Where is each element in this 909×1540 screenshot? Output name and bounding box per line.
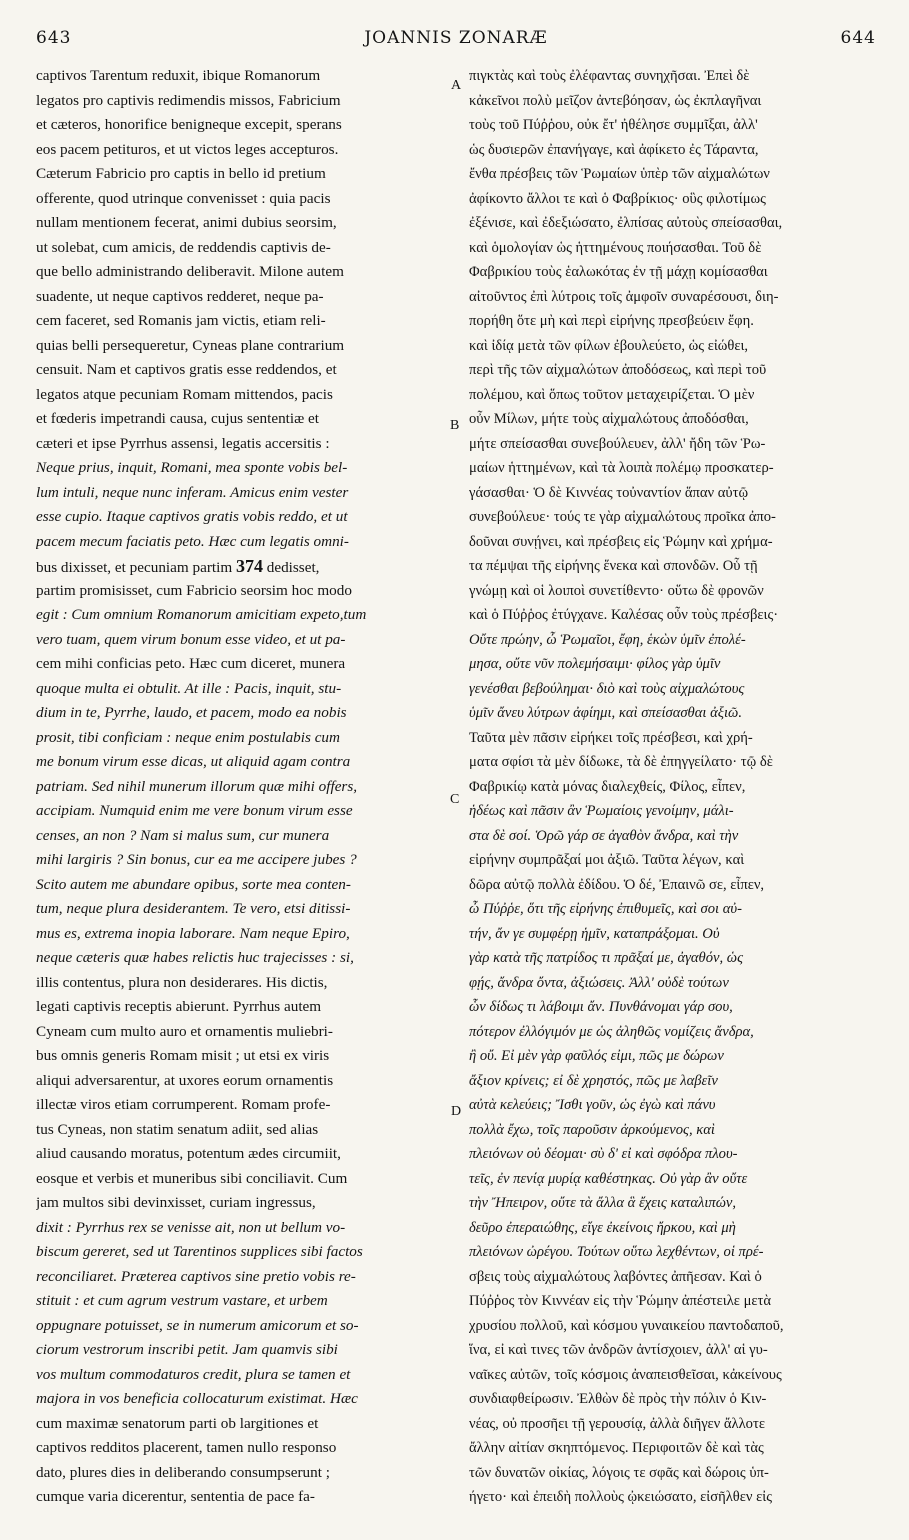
latin-line: et cæteros, honorifice benigneque excepit, sperans [36, 116, 342, 133]
latin-line: offerente, quod utrinque convenisset : quia pacis [36, 189, 331, 207]
greek-line: ἄλλην αἰτίαν σκηπτόμενος. Περιφοιτῶν δὲ καὶ τὰς [469, 1440, 764, 1456]
latin-line: lum intuli, neque nunc inferam. Amicus enim vester [36, 483, 349, 501]
greek-line: Πύῤῥος τὸν Κιννέαν εἰς τὴν Ῥώμην ἀπέστειλε μετὰ [469, 1293, 772, 1309]
greek-line: ἡδέως καὶ πᾶσιν ἂν Ῥωμαίοις γενοίμην, μάλι- [469, 803, 734, 819]
latin-line: legati captivis receptis abierunt. Pyrrhus autem [36, 998, 322, 1015]
latin-line: cum maximæ senatorum parti ob largitiones et [36, 1414, 319, 1432]
greek-line: τεῖς, ἐν πενίᾳ μυρίᾳ καθέστηκας. Οὐ γὰρ ἂν οὔτε [469, 1170, 748, 1187]
latin-line: et fœderis impetrandi causa, cujus sententiæ et [36, 410, 319, 427]
greek-line: ὡς δυσιερῶν ἐπανήγαγε, καὶ ἀφίκετο ἐς Τάραντα, [469, 141, 759, 158]
greek-line: τοὺς τοῦ Πύῤῥου, οὐκ ἔτ' ἠθέλησε συμμῖξαι, ἀλλ' [469, 117, 758, 133]
greek-line: Φαβρικίου τοὺς ἑαλωκότας ἐν τῇ μάχῃ κομίσασθαι [469, 264, 768, 280]
greek-line: εἰρήνην συμπρᾶξαί μοι ἀξιῶ. Ταῦτα λέγων, καὶ [469, 852, 745, 868]
latin-line: dixit : Pyrrhus rex se venisse ait, non ut bellum vo- [36, 1218, 346, 1236]
latin-line: patriam. Sed nihil munerum illorum quæ mihi offers, [36, 777, 358, 795]
greek-line: συνεβούλευε· τούς τε γὰρ αἰχμαλώτους προῖκα ἀπο- [469, 509, 776, 525]
greek-line: γνώμῃ καὶ οἱ λοιποὶ συνετίθεντο· οὕτω δὲ φρονῶν [469, 582, 764, 599]
latin-line: bus dixisset, et pecuniam partim 374 dedisset, [36, 556, 320, 576]
latin-line: Cæterum Fabricio pro captis in bello id pretium [36, 165, 326, 182]
latin-line: captivos redditos placerent, tamen nullo responso [36, 1439, 337, 1456]
greek-line: πλειόνων ὠρέγου. Τούτων οὕτω λεχθέντων, οἱ πρέ- [469, 1244, 764, 1260]
greek-line: οὖν Μίλων, μήτε τοὺς αἰχμαλώτους ἀποδόσθαι, [469, 411, 749, 427]
latin-line: quias belli persequeretur, Cyneas plane contrarium [36, 336, 345, 354]
latin-line: neque cæteris quæ habes relictis huc trajecisses : si, [36, 949, 354, 966]
latin-line: mus es, extrema inopia laborare. Nam neque Epiro, [36, 924, 350, 942]
latin-line: tum, neque plura desiderantem. Te vero, etsi ditissi- [36, 900, 351, 917]
greek-line: ἵνα, εἰ καὶ τινες τῶν ἀνδρῶν ἀντίσχοιεν, ἀλλ' αἱ γυ- [469, 1342, 768, 1358]
greek-line: πολέμου, καὶ ὅπως τοῦτον μεταχειρίζεται. Ὁ μὲν [469, 386, 755, 403]
greek-line: ἀφίκοντο ἄλλοι τε καὶ ὁ Φαβρίκιος· οὓς φιλοτίμως [469, 190, 766, 207]
latin-line: legatos atque pecuniam Romam mittendos, pacis [36, 385, 333, 403]
latin-line: ut solebat, cum amicis, de reddendis captivis de- [36, 238, 331, 256]
latin-line: Neque prius, inquit, Romani, mea sponte vobis bel- [36, 459, 348, 476]
latin-line: pacem mecum faciatis peto. Hæc cum legatis omni- [36, 532, 349, 550]
greek-line: νέας, οὐ προσῆει τῇ γερουσίᾳ, ἀλλὰ διῆγεν ἄλλοτε [469, 1415, 765, 1432]
greek-line: δεῦρο ἐπεραιώθης, εἴγε ἐκείνοις ἤρκου, καὶ μὴ [469, 1219, 736, 1236]
greek-line: αὐτὰ κελεύεις; Ἴσθι γοῦν, ὡς ἐγὼ καὶ πάνυ [469, 1097, 716, 1113]
latin-line: legatos pro captivis redimendis missos, Fabricium [36, 91, 341, 109]
latin-line: Cyneam cum multo auro et ornamentis muliebri- [36, 1022, 333, 1040]
greek-line: τῶν δυνατῶν οἰκίας, λόγοις τε σφᾶς καὶ δώροις ὑπ- [469, 1464, 769, 1481]
latin-line: cem mihi conficias peto. Hæc cum diceret, munera [36, 655, 346, 672]
greek-line: πότερον ἐλλόγιμόν με ὡς ἀληθῶς νομίζεις ἄνδρα, [469, 1023, 754, 1040]
latin-line: aliqui adversarentur, at uxores eorum ornamentis [36, 1071, 334, 1089]
greek-line: δῶρα αὐτῷ πολλὰ ἐδίδου. Ὁ δέ, Ἐπαινῶ σε, εἶπεν, [469, 876, 765, 893]
greek-line: τήν, ἄν γε συμφέρῃ ἡμῖν, καταπράξομαι. Οὐ [469, 925, 720, 942]
greek-line: δοῦναι συνῄνει, καὶ πρέσβεις εἰς Ῥώμην καὶ χρήμα- [469, 533, 773, 550]
latin-line: stituit : et cum agrum vestrum vastare, et urbem [36, 1292, 328, 1309]
greek-line: χρυσίου πολλοῦ, καὶ κόσμου γυναικείου παντοδαποῦ, [469, 1317, 784, 1334]
greek-line: μήτε σπείσασθαι συνεβούλευεν, ἀλλ' ἤδη τῶν Ῥω- [469, 435, 766, 452]
latin-line: quoque multa ei obtulit. At ille : Pacis, inquit, stu- [36, 679, 342, 697]
greek-line: ήγετο· καὶ ἐπειδὴ πολλοὺς ᾠκειώσατο, εἰσῆλθεν εἰς [469, 1489, 772, 1505]
latin-line: esse cupio. Itaque captivos gratis vobis reddo, et ut [36, 508, 348, 525]
latin-line: nullam mentionem fecerat, animi dubius seorsim, [36, 214, 337, 231]
latin-line: vero tuam, quem virum bonum esse video, et ut pa- [36, 630, 346, 648]
latin-line: ciorum vestrorum inscribi petit. Jam quamvis sibi [36, 1341, 338, 1358]
greek-line: γενέσθαι βεβούλημαι· διὸ καὶ τοὺς αἰχμαλώτους [469, 680, 745, 697]
latin-line: biscum gereret, sed ut Tarentinos supplices sibi factos [36, 1243, 363, 1260]
running-header [36, 28, 876, 52]
greek-line: ἢ οὔ. Εἰ μὲν γὰρ φαῦλός εἰμι, πῶς με δώρων [469, 1048, 724, 1064]
latin-line: eosque et verbis et muneribus sibi conciliavit. Cum [36, 1169, 348, 1187]
latin-line: majora in vos beneficia collocaturum existimat. Hæc [36, 1390, 358, 1407]
greek-line: καὶ ἰδίᾳ μετὰ τῶν φίλων ἐβουλεύετο, ὡς εἰώθει, [469, 337, 749, 354]
greek-line: περὶ τῆς τῶν αἰχμαλώτων ἀποδόσεως, καὶ περὶ τοῦ [469, 362, 767, 378]
latin-line: me bonum virum esse dicas, ut aliquid agam contra [36, 753, 351, 770]
latin-line: illectæ viros etiam corrumperent. Romam profe- [36, 1096, 331, 1113]
latin-line: dium in te, Pyrrhe, laudo, et pacem, modo ea nobis [36, 704, 347, 721]
latin-line: accipiam. Numquid enim me vere bonum virum esse [36, 802, 353, 819]
greek-line: Ταῦτα μὲν πᾶσιν εἰρήκει τοῖς πρέσβεσι, καὶ χρή- [469, 729, 753, 746]
greek-line: γὰρ κατὰ τῆς πατρίδος τι πρᾶξαί με, ἀγαθόν, ὡς [469, 950, 744, 966]
greek-line: στα δὲ σοί. Ὁρῶ γάρ σε ἀγαθὸν ἄνδρα, καὶ τὴν [469, 827, 739, 844]
margin-letter-d: D [451, 1104, 462, 1119]
greek-line: ἐξένισε, καὶ ἐδεξιώσατο, ἐλπίσας αὐτοὺς σπείσασθαι, [469, 215, 783, 231]
latin-line: prosit, tibi conficiam : neque enim postulabis cum [36, 728, 340, 746]
latin-column [36, 64, 446, 1524]
latin-line: cumque varia dicerentur, sententia de pace fa- [36, 1488, 315, 1505]
margin-letter-a: A [451, 78, 462, 93]
greek-line: ματα σφίσι τὰ μὲν δίδωκε, τὰ δὲ ἐπηγγείλατο· τῷ δὲ [469, 754, 773, 770]
left-page-number: 643 [36, 28, 72, 48]
margin-letter-c: C [450, 792, 460, 807]
latin-line: eos pacem petituros, et ut victos leges accepturos. [36, 140, 339, 158]
greek-line: πιγκτὰς καὶ τοὺς ἐλέφαντας συνηχῆσαι. Ἐπεὶ δὲ [469, 68, 750, 84]
latin-line: que bello administrando deliberavit. Milone autem [36, 263, 344, 280]
running-title: JOANNIS ZONARÆ [364, 28, 548, 48]
latin-line: illis contentus, plura non desiderares. His dictis, [36, 973, 328, 991]
greek-line: πολλὰ ἔχω, τοῖς παροῦσιν ἀρκούμενος, καὶ [469, 1121, 715, 1138]
latin-line: aliud causando moratus, potentum ædes circumiit, [36, 1145, 341, 1162]
greek-line: ὦ Πύῤῥε, ὅτι τῆς εἰρήνης ἐπιθυμεῖς, καὶ σοι αὐ- [469, 901, 742, 917]
greek-line: ἔνθα πρέσβεις τῶν Ῥωμαίων ὑπὲρ τῶν αἰχμαλώτων [469, 166, 770, 182]
greek-line: αἰτοῦντος ἐπὶ λύτροις τοῖς ἀμφοῖν συναρέσουσι, διη- [469, 288, 779, 305]
greek-line: Φαβρικίῳ κατὰ μόνας διαλεχθείς, Φίλος, εἶπεν, [469, 778, 746, 795]
greek-line: Οὔτε πρώην, ὦ Ῥωμαῖοι, ἔφη, ἑκὼν ὑμῖν ἐπολέ- [469, 631, 746, 648]
latin-line: mihi largiris ? Sin bonus, cur ea me accipere jubes ? [36, 851, 357, 868]
latin-line: tus Cyneas, non statim senatum adiit, sed alias [36, 1120, 319, 1138]
latin-line: Scito autem me abundare opibus, sorte mea conten- [36, 875, 351, 893]
right-page-number: 644 [840, 28, 876, 48]
latin-line: cæteri et ipse Pyrrhus assensi, legatis accersitis : [36, 434, 330, 452]
latin-line: partim promisisset, cum Fabricio seorsim hoc modo [36, 581, 352, 599]
latin-line: reconciliaret. Præterea captivos sine pretio vobis re- [36, 1267, 356, 1285]
greek-line: κἀκεῖνοι πολὺ μεῖζον ἀντεβόησαν, ὡς ἐκπλαγῆναι [469, 92, 762, 109]
latin-line: suadente, ut neque captivos redderet, neque pa- [36, 287, 324, 305]
greek-line: μαίων ἡττημένων, καὶ τὰ λοιπὰ πολέμῳ προσκατερ- [469, 460, 774, 476]
latin-line: bus omnis generis Romam misit ; ut etsi ex viris [36, 1047, 330, 1064]
latin-line: captivos Tarentum reduxit, ibique Romanorum [36, 67, 321, 84]
inline-page-number: 374 [235, 556, 263, 576]
latin-line: cem faceret, sed Romanis jam victis, etiam reli- [36, 312, 326, 329]
greek-line: συνδιαφθείρωσιν. Ἐλθὼν δὲ πρὸς τὴν πόλιν ὁ Κιν- [469, 1391, 767, 1407]
greek-line: καὶ ὁμολογίαν ὡς ἡττημένους ποιήσασθαι. Τοῦ δὲ [469, 239, 762, 256]
greek-line: τα πέμψαι τῆς εἰρήνης ἕνεκα καὶ σπονδῶν. Οὗ τῇ [469, 558, 758, 574]
latin-line: oppugnare potuisset, se in numerum amicorum et so- [36, 1316, 359, 1334]
greek-line: φῄς, ἄνδρα ὄντα, ἀξιώσεις. Ἀλλ' οὐδὲ τούτων [469, 974, 729, 991]
latin-line: censuit. Nam et captivos gratis esse reddendos, et [36, 361, 337, 378]
latin-line: egit : Cum omnium Romanorum amicitiam expeto,tum [36, 606, 367, 623]
greek-line: ἄξιον κρίνεις; εἰ δὲ χρηστός, πῶς με λαβεῖν [469, 1072, 718, 1089]
greek-line: τὴν Ἤπειρον, οὔτε τὰ ἄλλα ἃ ἔχεις καταλιπών, [469, 1195, 737, 1211]
greek-line: μησα, οὔτε νῦν πολεμήσαιμι· φίλος γὰρ ὑμῖν [469, 656, 721, 672]
greek-column [469, 64, 877, 1524]
margin-letter-b: B [450, 418, 460, 433]
greek-line: ναῖκες αὐτῶν, τοῖς κόσμοις ἀναπεισθεῖσαι, κἀκείνους [469, 1366, 782, 1383]
greek-line: σβεις τοὺς αἰχμαλώτους λαβόντες ἀπῆεσαν. Καὶ ὁ [469, 1268, 762, 1285]
latin-line: censes, an non ? Nam si malus sum, cur munera [36, 826, 330, 844]
greek-line: γάσασθαι· Ὁ δὲ Κιννέας τοὐναντίον ἅπαν αὐτῷ [469, 484, 749, 501]
greek-line: πλειόνων οὐ δέομαι· σὺ δ' εἰ καὶ σφόδρα πλου- [469, 1146, 738, 1162]
greek-line: ὑμῖν ἄνευ λύτρων ἀφίημι, καὶ σπείσασθαι ἀξιῶ. [469, 705, 743, 721]
greek-line: ὧν δίδως τι λάβοιμι ἄν. Πυνθάνομαι γάρ σου, [469, 999, 733, 1015]
greek-line: καὶ ὁ Πύῤῥος ἐτύγχανε. Καλέσας οὖν τοὺς πρέσβεις· [469, 607, 779, 623]
latin-line: vos multum commodaturos credit, plura se tamen et [36, 1365, 351, 1383]
latin-line: dato, plures dies in deliberando consumpserunt ; [36, 1463, 330, 1481]
latin-line: jam multos sibi devinxisset, curiam ingressus, [36, 1194, 316, 1211]
greek-line: πορήθη ὅτε μὴ καὶ περὶ εἰρήνης πρεσβεύειν ἔφη. [469, 313, 754, 329]
